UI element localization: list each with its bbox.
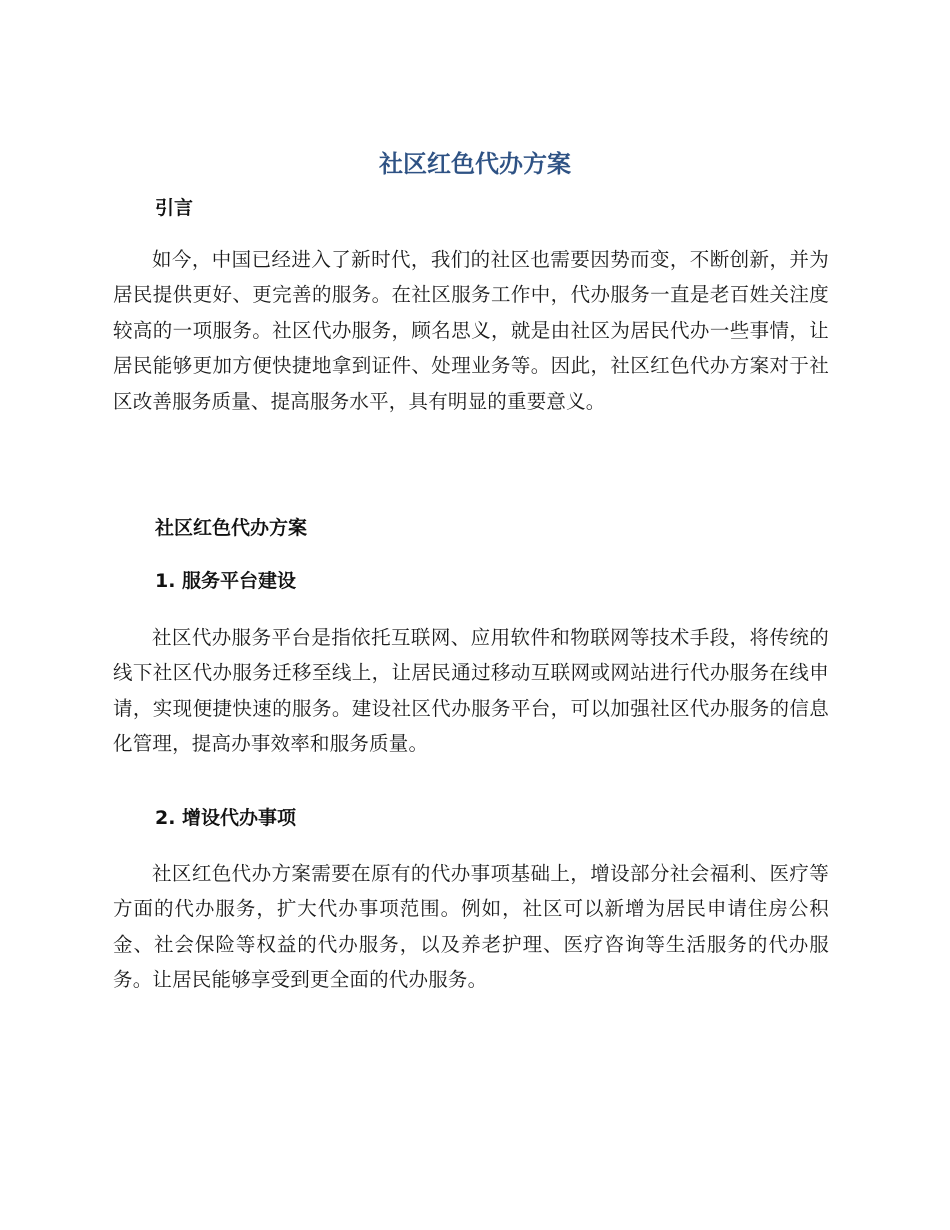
section-heading-introduction: 引言 bbox=[155, 197, 194, 219]
paragraph-added-items: 社区红色代办方案需要在原有的代办事项基础上，增设部分社会福利、医疗等方面的代办服务，扩大代办事项范围。例如，社区可以新增为居民申请住房公积金、社会保险等权益的代办服务，以及养老护理、医疗咨询等生活服务的代办服务。让居民能够享受到更全面的代办服务。 bbox=[113, 862, 829, 992]
paragraph-introduction: 如今，中国已经进入了新时代，我们的社区也需要因势而变，不断创新，并为居民提供更好、更完善的服务。在社区服务工作中，代办服务一直是老百姓关注度较高的一项服务。社区代办服务，顾名思义，就是由社区为居民代办一些事情，让居民能够更加方便快捷地拿到证件、处理业务等。因此，社区红色代办方案对于社区改善服务质量、提高服务水平，具有明显的重要意义。 bbox=[113, 248, 829, 413]
document-title: 社区红色代办方案 bbox=[379, 150, 571, 178]
section-heading-plan: 社区红色代办方案 bbox=[155, 517, 308, 539]
section-heading-service-platform: 1. 服务平台建设 bbox=[155, 570, 297, 592]
paragraph-service-platform: 社区代办服务平台是指依托互联网、应用软件和物联网等技术手段，将传统的线下社区代办服务迁移至线上，让居民通过移动互联网或网站进行代办服务在线申请，实现便捷快速的服务。建设社区代办服务平台，可以加强社区代办服务的信息化管理，提高办事效率和服务质量。 bbox=[113, 626, 829, 756]
section-heading-added-items: 2. 增设代办事项 bbox=[155, 807, 297, 829]
